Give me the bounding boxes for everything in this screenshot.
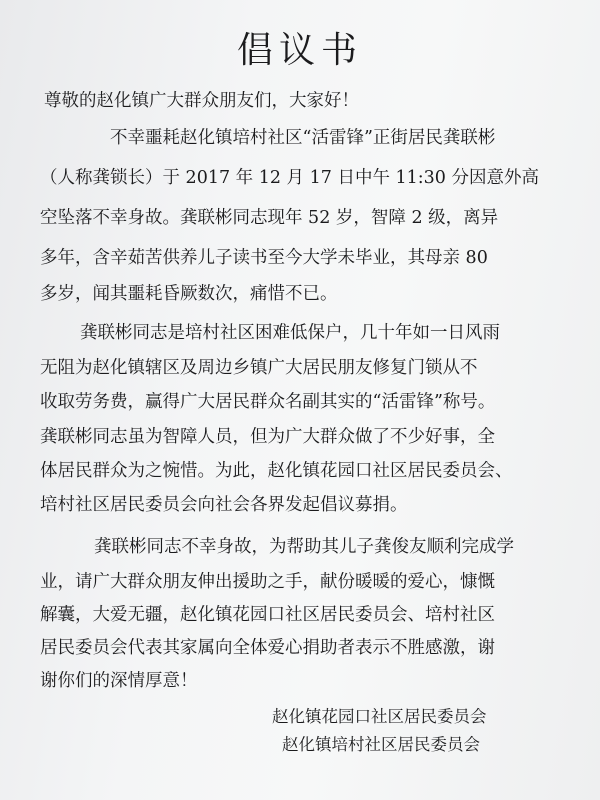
paragraph-3-line-2: 业，请广大群众朋友伸出援助之手，献份暖暖的爱心，慷慨 [40,572,495,592]
paragraph-3-line-5: 谢你们的深情厚意！ [40,671,198,691]
signature-2: 赵化镇培村社区居民委员会 [282,735,480,754]
greeting: 尊敬的赵化镇广大群众朋友们，大家好！ [44,91,359,111]
paragraph-1-line-4: 多年，含辛茹苦供养儿子读书至今大学未毕业，其母亲 80 [40,248,488,268]
paragraph-2-line-5: 体居民群众为之惋惜。为此，赵化镇花园口社区居民委员会、 [40,461,513,481]
paragraph-1-line-3: 空坠落不幸身故。龚联彬同志现年 52 岁，智障 2 级，离异 [40,208,499,228]
paragraph-2-line-6: 培村社区居民委员会向社会各界发起倡议募捐。 [40,495,408,515]
paragraph-2-line-1: 龚联彬同志是培村社区困难低保户，几十年如一日风雨 [80,323,500,343]
paragraph-2-line-2: 无阻为赵化镇辖区及周边乡镇广大居民朋友修复门锁从不 [40,358,478,378]
paragraph-1-line-5: 多岁，闻其噩耗昏厥数次，痛惜不已。 [40,284,338,304]
paragraph-1-line-2: （人称龚锁长）于 2017 年 12 月 17 日中午 11:30 分因意外高 [40,168,540,188]
document-title: 倡议书 [236,30,363,71]
signature-1: 赵化镇花园口社区居民委员会 [272,707,487,726]
paragraph-2-line-4: 龚联彬同志虽为智障人员，但为广大群众做了不少好事，全 [40,427,495,447]
paragraph-3-line-4: 居民委员会代表其家属向全体爱心捐助者表示不胜感激，谢 [40,638,495,658]
paragraph-1-line-1: 不幸噩耗赵化镇培村社区“活雷锋”正街居民龚联彬 [110,128,496,148]
paragraph-3-line-1: 龚联彬同志不幸身故，为帮助其儿子龚俊友顺利完成学 [94,537,514,557]
paragraph-2-line-3: 收取劳务费，赢得广大居民群众名副其实的“活雷锋”称号。 [40,392,496,412]
paragraph-3-line-3: 解囊，大爱无疆，赵化镇花园口社区居民委员会、培村社区 [40,605,495,625]
